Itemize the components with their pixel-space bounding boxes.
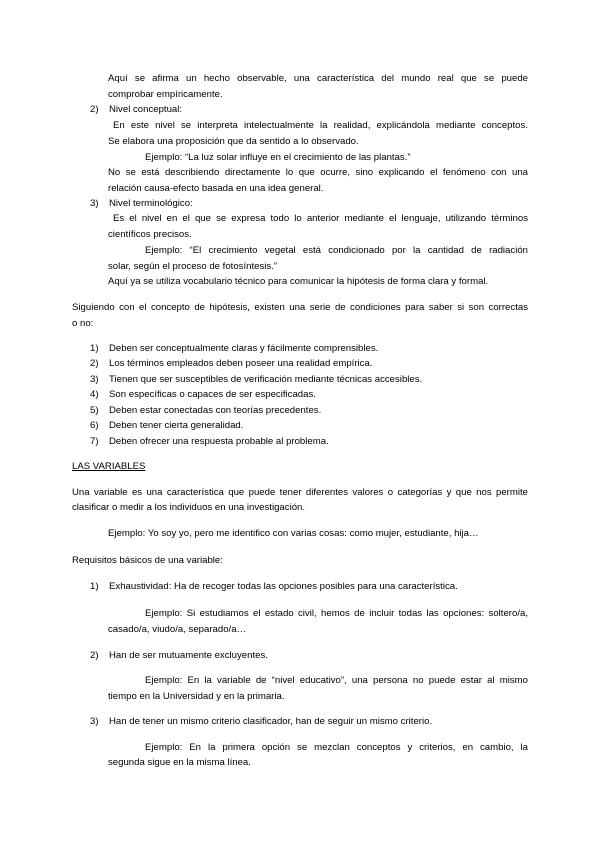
- list-item: Deben estar conectadas con teorías precedentes.: [109, 405, 322, 416]
- list-number: 1): [90, 343, 99, 354]
- example-line: Ejemplo: En la variable de “nivel educativo”, una persona no puede estar al mismo: [145, 675, 528, 686]
- list-number: 1): [90, 581, 99, 592]
- list-item: Han de ser mutuamente excluyentes.: [109, 650, 268, 661]
- level-title: Nivel conceptual:: [109, 104, 183, 115]
- paragraph-line: Aquí se afirma un hecho observable, una característica del mundo real que se puede: [108, 73, 528, 84]
- example-line: segunda sigue en la misma línea.: [108, 757, 251, 768]
- list-number: 3): [90, 374, 99, 385]
- paragraph-line: En este nivel se interpreta intelectualmente la realidad, explicándola mediante conceptos.: [113, 120, 528, 131]
- example-line: Ejemplo: En la primera opción se mezclan conceptos y criterios, en cambio, la: [145, 742, 528, 753]
- list-number: 2): [90, 650, 99, 661]
- list-number: 2): [90, 358, 99, 369]
- paragraph-line: Aquí ya se utiliza vocabulario técnico para comunicar la hipótesis de forma clara y formal.: [108, 276, 489, 287]
- list-item: Deben tener cierta generalidad.: [109, 420, 244, 431]
- example-line: Ejemplo: “La luz solar influye en el crecimiento de las plantas.”: [145, 152, 411, 163]
- example-line: casado/a, viudo/a, separado/a…: [108, 624, 247, 635]
- paragraph-line: científicos precisos.: [108, 229, 192, 240]
- list-number: 7): [90, 436, 99, 447]
- example-line: Ejemplo: Yo soy yo, pero me identifico con varias cosas: como mujer, estudiante, hija…: [108, 528, 479, 539]
- list-number: 2): [90, 104, 99, 115]
- paragraph-line: relación causa-efecto basada en una idea general.: [108, 183, 324, 194]
- list-item: Exhaustividad: Ha de recoger todas las opciones posibles para una característica.: [109, 581, 458, 592]
- list-item: Tienen que ser susceptibles de verificación mediante técnicas accesibles.: [109, 374, 423, 385]
- paragraph-line: Es el nivel en el que se expresa todo lo anterior mediante el lenguaje, utilizando términos: [113, 213, 528, 224]
- list-number: 4): [90, 389, 99, 400]
- list-item: Deben ser conceptualmente claras y fácilmente comprensibles.: [109, 343, 379, 354]
- paragraph-line: No se está describiendo directamente lo que ocurre, sino explicando el fenómeno con una: [108, 167, 528, 178]
- list-number: 3): [90, 716, 99, 727]
- paragraph-line: Se elabora una proposición que da sentido a lo observado.: [108, 136, 359, 147]
- example-line: Ejemplo: “El crecimiento vegetal está condicionado por la cantidad de radiación: [145, 245, 528, 256]
- example-line: tiempo en la Universidad y en la primaria.: [108, 691, 285, 702]
- list-number: 5): [90, 405, 99, 416]
- paragraph-line: Una variable es una característica que puede tener diferentes valores o categorías y que nos permite: [72, 487, 528, 498]
- paragraph-line: Siguiendo con el concepto de hipótesis, existen una serie de condiciones para saber si son correctas: [72, 302, 528, 313]
- list-number: 3): [90, 198, 99, 209]
- example-line: solar, según el proceso de fotosíntesis.”: [108, 261, 278, 272]
- paragraph-line: comprobar empíricamente.: [108, 89, 223, 100]
- paragraph-line: o no:: [72, 318, 94, 329]
- paragraph-line: clasificar o medir a los individuos en una investigación.: [72, 502, 306, 513]
- list-item: Son específicas o capaces de ser especificadas.: [109, 389, 316, 400]
- list-item: Deben ofrecer una respuesta probable al problema.: [109, 436, 329, 447]
- example-line: Ejemplo: Si estudiamos el estado civil, hemos de incluir todas las opciones: soltero/a,: [145, 608, 528, 619]
- subsection-heading: Requisitos básicos de una variable:: [72, 555, 223, 566]
- level-title: Nivel terminológico:: [109, 198, 193, 209]
- list-item: Los términos empleados deben poseer una realidad empírica.: [109, 358, 373, 369]
- list-item: Han de tener un mismo criterio clasificador, han de seguir un mismo criterio.: [109, 716, 433, 727]
- section-heading: LAS VARIABLES: [72, 461, 146, 472]
- list-number: 6): [90, 420, 99, 431]
